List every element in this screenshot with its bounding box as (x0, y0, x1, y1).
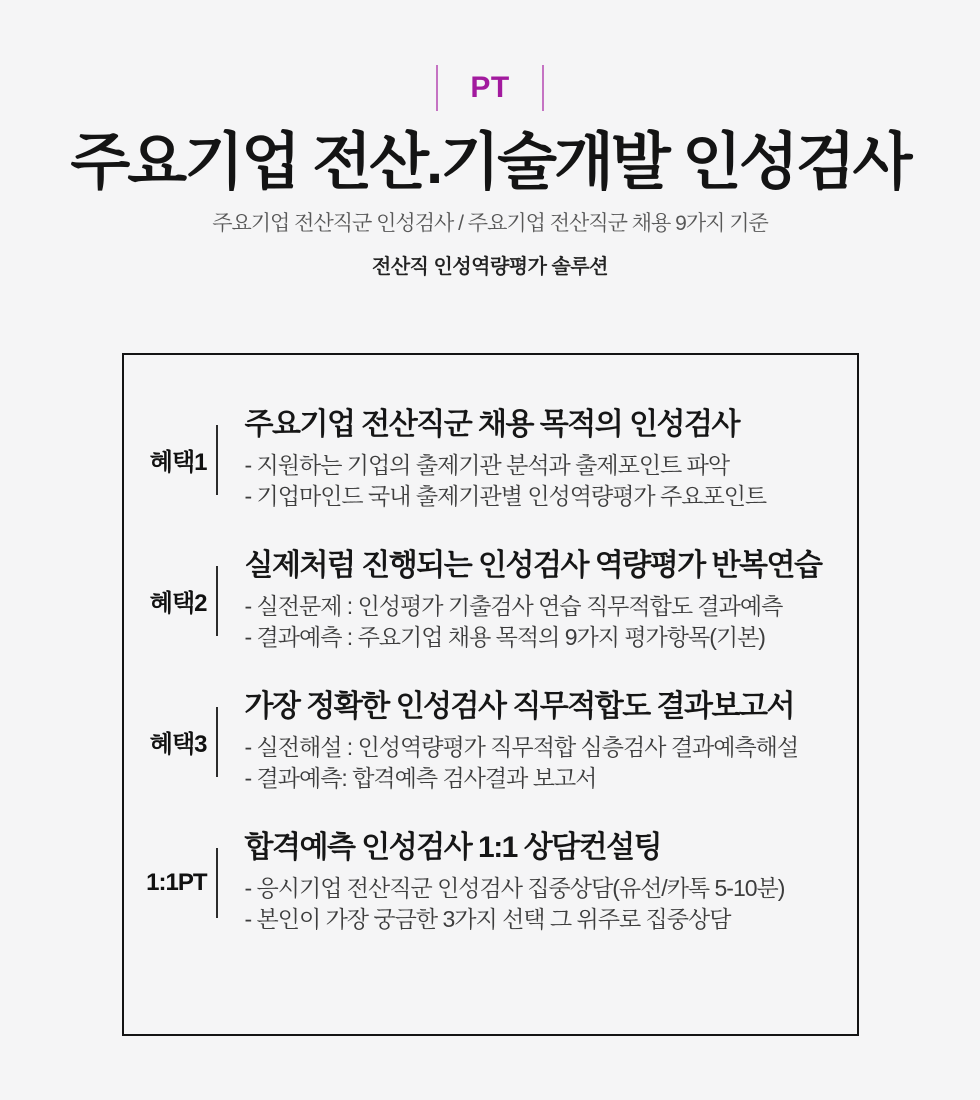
benefit-content (218, 830, 785, 935)
benefit-bullet: - 실전문제 : 인성평가 기출검사 연습 직무적합도 결과예측 (244, 593, 783, 620)
benefit-bullet: - 결과예측: 합격예측 검사결과 보고서 (244, 765, 597, 792)
benefit-heading: 합격예측 인성검사 1:1 상담컨설팅 (244, 831, 662, 865)
benefit-bullet: - 결과예측 : 주요기업 채용 목적의 9가지 평가항목(기본) (244, 624, 765, 651)
page-title: 주요기업 전산.기술개발 인성검사 (70, 128, 910, 197)
benefits-box (122, 353, 859, 1036)
promo-page (0, 64, 980, 1100)
right-bar-icon (542, 65, 544, 111)
benefit-content (218, 407, 767, 512)
benefit-bullet: - 지원하는 기업의 출제기관 분석과 출제포인트 파악 (244, 452, 730, 479)
benefit-label: 혜택3 (149, 731, 207, 759)
benefit-section-3 (124, 689, 857, 794)
benefit-bullet: - 응시기업 전산직군 인성검사 집중상담(유선/카톡 5-10분) (244, 875, 785, 902)
benefit-bullet: - 기업마인드 국내 출제기관별 인성역량평가 주요포인트 (244, 483, 767, 510)
benefit-content (218, 689, 799, 794)
benefit-heading: 가장 정확한 인성검사 직무적합도 결과보고서 (244, 690, 794, 724)
benefit-bullet: - 실전해설 : 인성역량평가 직무적합 심층검사 결과예측해설 (244, 734, 799, 761)
benefit-label: 1:1PT (146, 868, 207, 896)
benefit-label: 혜택1 (149, 449, 207, 477)
pt-badge: PT (470, 71, 510, 104)
benefit-section-2 (124, 548, 857, 653)
page-subtitle: 주요기업 전산직군 인성검사 / 주요기업 전산직군 채용 9가지 기준 (212, 212, 768, 236)
benefit-section-4 (124, 830, 857, 935)
benefit-content (218, 548, 822, 653)
benefit-heading: 주요기업 전산직군 채용 목적의 인성검사 (244, 408, 739, 442)
benefit-label: 혜택2 (149, 590, 207, 618)
left-bar-icon (436, 65, 438, 111)
benefit-heading: 실제처럼 진행되는 인성검사 역량평가 반복연습 (244, 549, 822, 583)
benefit-section-1 (124, 407, 857, 512)
pt-badge-row (0, 64, 980, 112)
benefit-bullet: - 본인이 가장 궁금한 3가지 선택 그 위주로 집중상담 (244, 906, 731, 933)
page-tagline: 전산직 인성역량평가 솔루션 (372, 256, 608, 279)
